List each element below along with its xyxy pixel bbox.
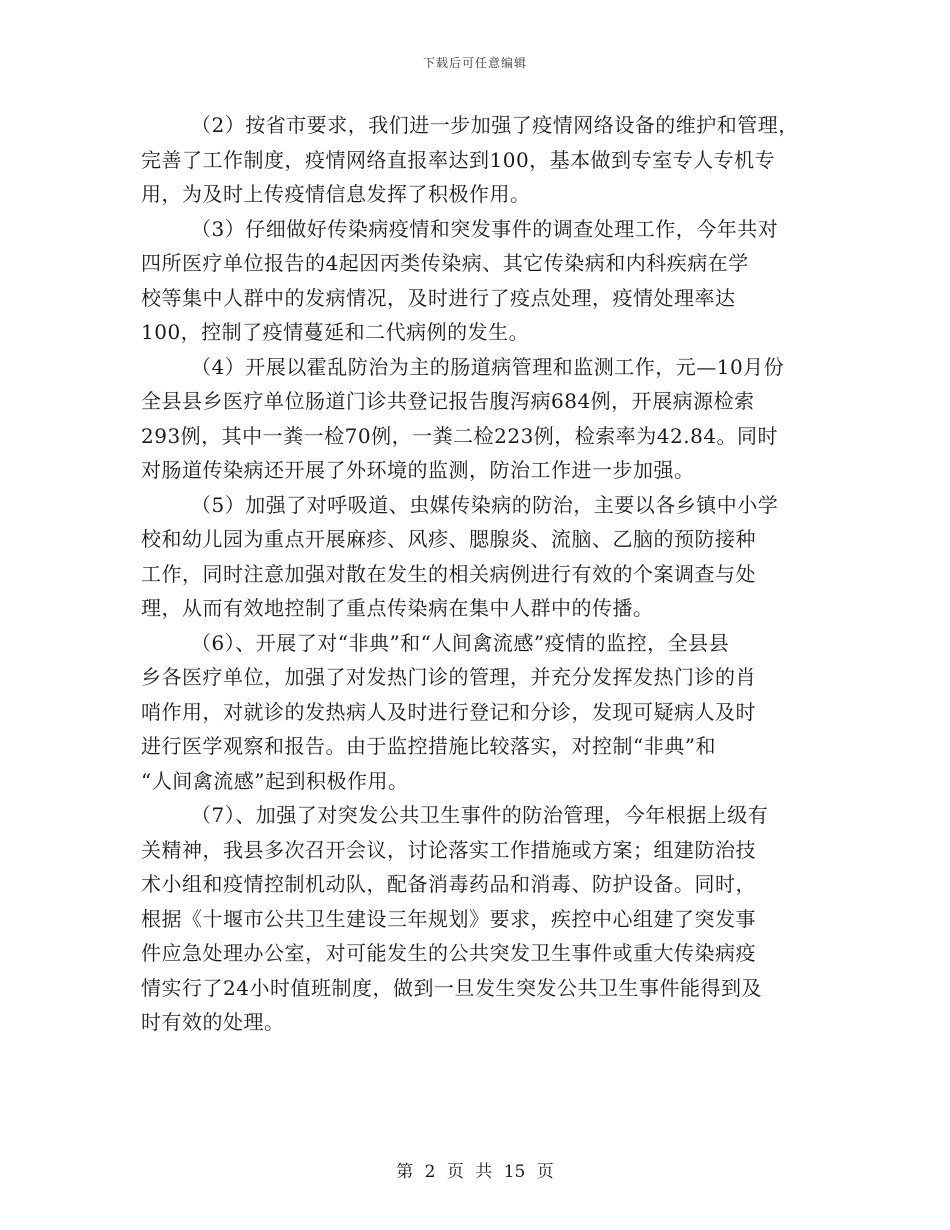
paragraph-2 [141,108,821,212]
paragraph-line: 关精神，我县多次召开会议，讨论落实工作措施或方案；组建防治技 [141,837,756,862]
paragraph-4 [141,350,821,488]
paragraph-line: 根据《十堰市公共卫生建设三年规划》要求，疾控中心组建了突发事 [141,906,756,931]
paragraph-line: 校等集中人群中的发病情况，及时进行了疫点处理，疫情处理率达 [141,285,736,310]
paragraph-line: 完善了工作制度，疫情网络直报率达到100，基本做到专室专人专机专 [141,147,776,172]
paragraph-line: （3）仔细做好传染病疫情和突发事件的调查处理工作，今年共对 [191,216,779,241]
document-body [141,108,821,1040]
paragraph-line: 100，控制了疫情蔓延和二代病例的发生。 [141,320,530,344]
paragraph-line: 术小组和疫情控制机动队，配备消毒药品和消毒、防护设备。同时， [141,872,756,896]
paragraph-line: 时有效的处理。 [141,1010,285,1034]
paragraph-line: （6）、开展了对“非典”和“人间禽流感”疫情的监控，全县县 [191,630,730,655]
paragraph-line: 乡各医疗单位，加强了对发热门诊的管理，并充分发挥发热门诊的肖 [141,665,756,689]
paragraph-line: 全县县乡医疗单位肠道门诊共登记报告腹泻病684例，开展病源检索 [141,389,755,413]
paragraph-line: （2）按省市要求，我们进一步加强了疫情网络设备的维护和管理， [191,113,799,137]
paragraph-line: 哨作用，对就诊的发热病人及时进行登记和分诊，发现可疑病人及时 [141,699,756,724]
paragraph-line: （5）加强了对呼吸道、虫媒传染病的防治，主要以各乡镇中小学 [191,492,779,517]
paragraph-6 [141,626,821,799]
paragraph-line: 工作，同时注意加强对散在发生的相关病例进行有效的个案调查与处 [141,561,756,586]
page-number: 第 2 页 共 15 页 [396,1162,554,1182]
paragraph-line: 用，为及时上传疫情信息发挥了积极作用。 [141,182,531,206]
page-header: 下载后可任意编辑 [422,56,527,70]
paragraph-line: 293例，其中一粪一检70例，一粪二检223例，检索率为42.84。同时 [141,423,779,448]
paragraph-line: 情实行了24小时值班制度，做到一旦发生突发公共卫生事件能得到及 [141,975,762,1000]
paragraph-line: 进行医学观察和报告。由于监控措施比较落实，对控制“非典”和 [141,734,716,758]
paragraph-line: （4）开展以霍乱防治为主的肠道病管理和监测工作，元—10月份 [191,354,785,379]
paragraph-line: 校和幼儿园为重点开展麻疹、风疹、腮腺炎、流脑、乙脑的预防接种 [141,527,756,551]
paragraph-line: 四所医疗单位报告的4起因丙类传染病、其它传染病和内科疾病在学 [141,251,749,275]
paragraph-7 [141,798,821,1040]
paragraph-line: 对肠道传染病还开展了外环境的监测，防治工作进一步加强。 [141,458,695,482]
paragraph-5 [141,488,821,626]
paragraph-line: （7）、加强了对突发公共卫生事件的防治管理，今年根据上级有 [191,803,769,827]
paragraph-3 [141,212,821,350]
paragraph-line: 件应急处理办公室，对可能发生的公共突发卫生事件或重大传染病疫 [141,941,756,965]
paragraph-line: 理，从而有效地控制了重点传染病在集中人群中的传播。 [141,596,654,620]
paragraph-line: “人间禽流感”起到积极作用。 [141,768,409,793]
